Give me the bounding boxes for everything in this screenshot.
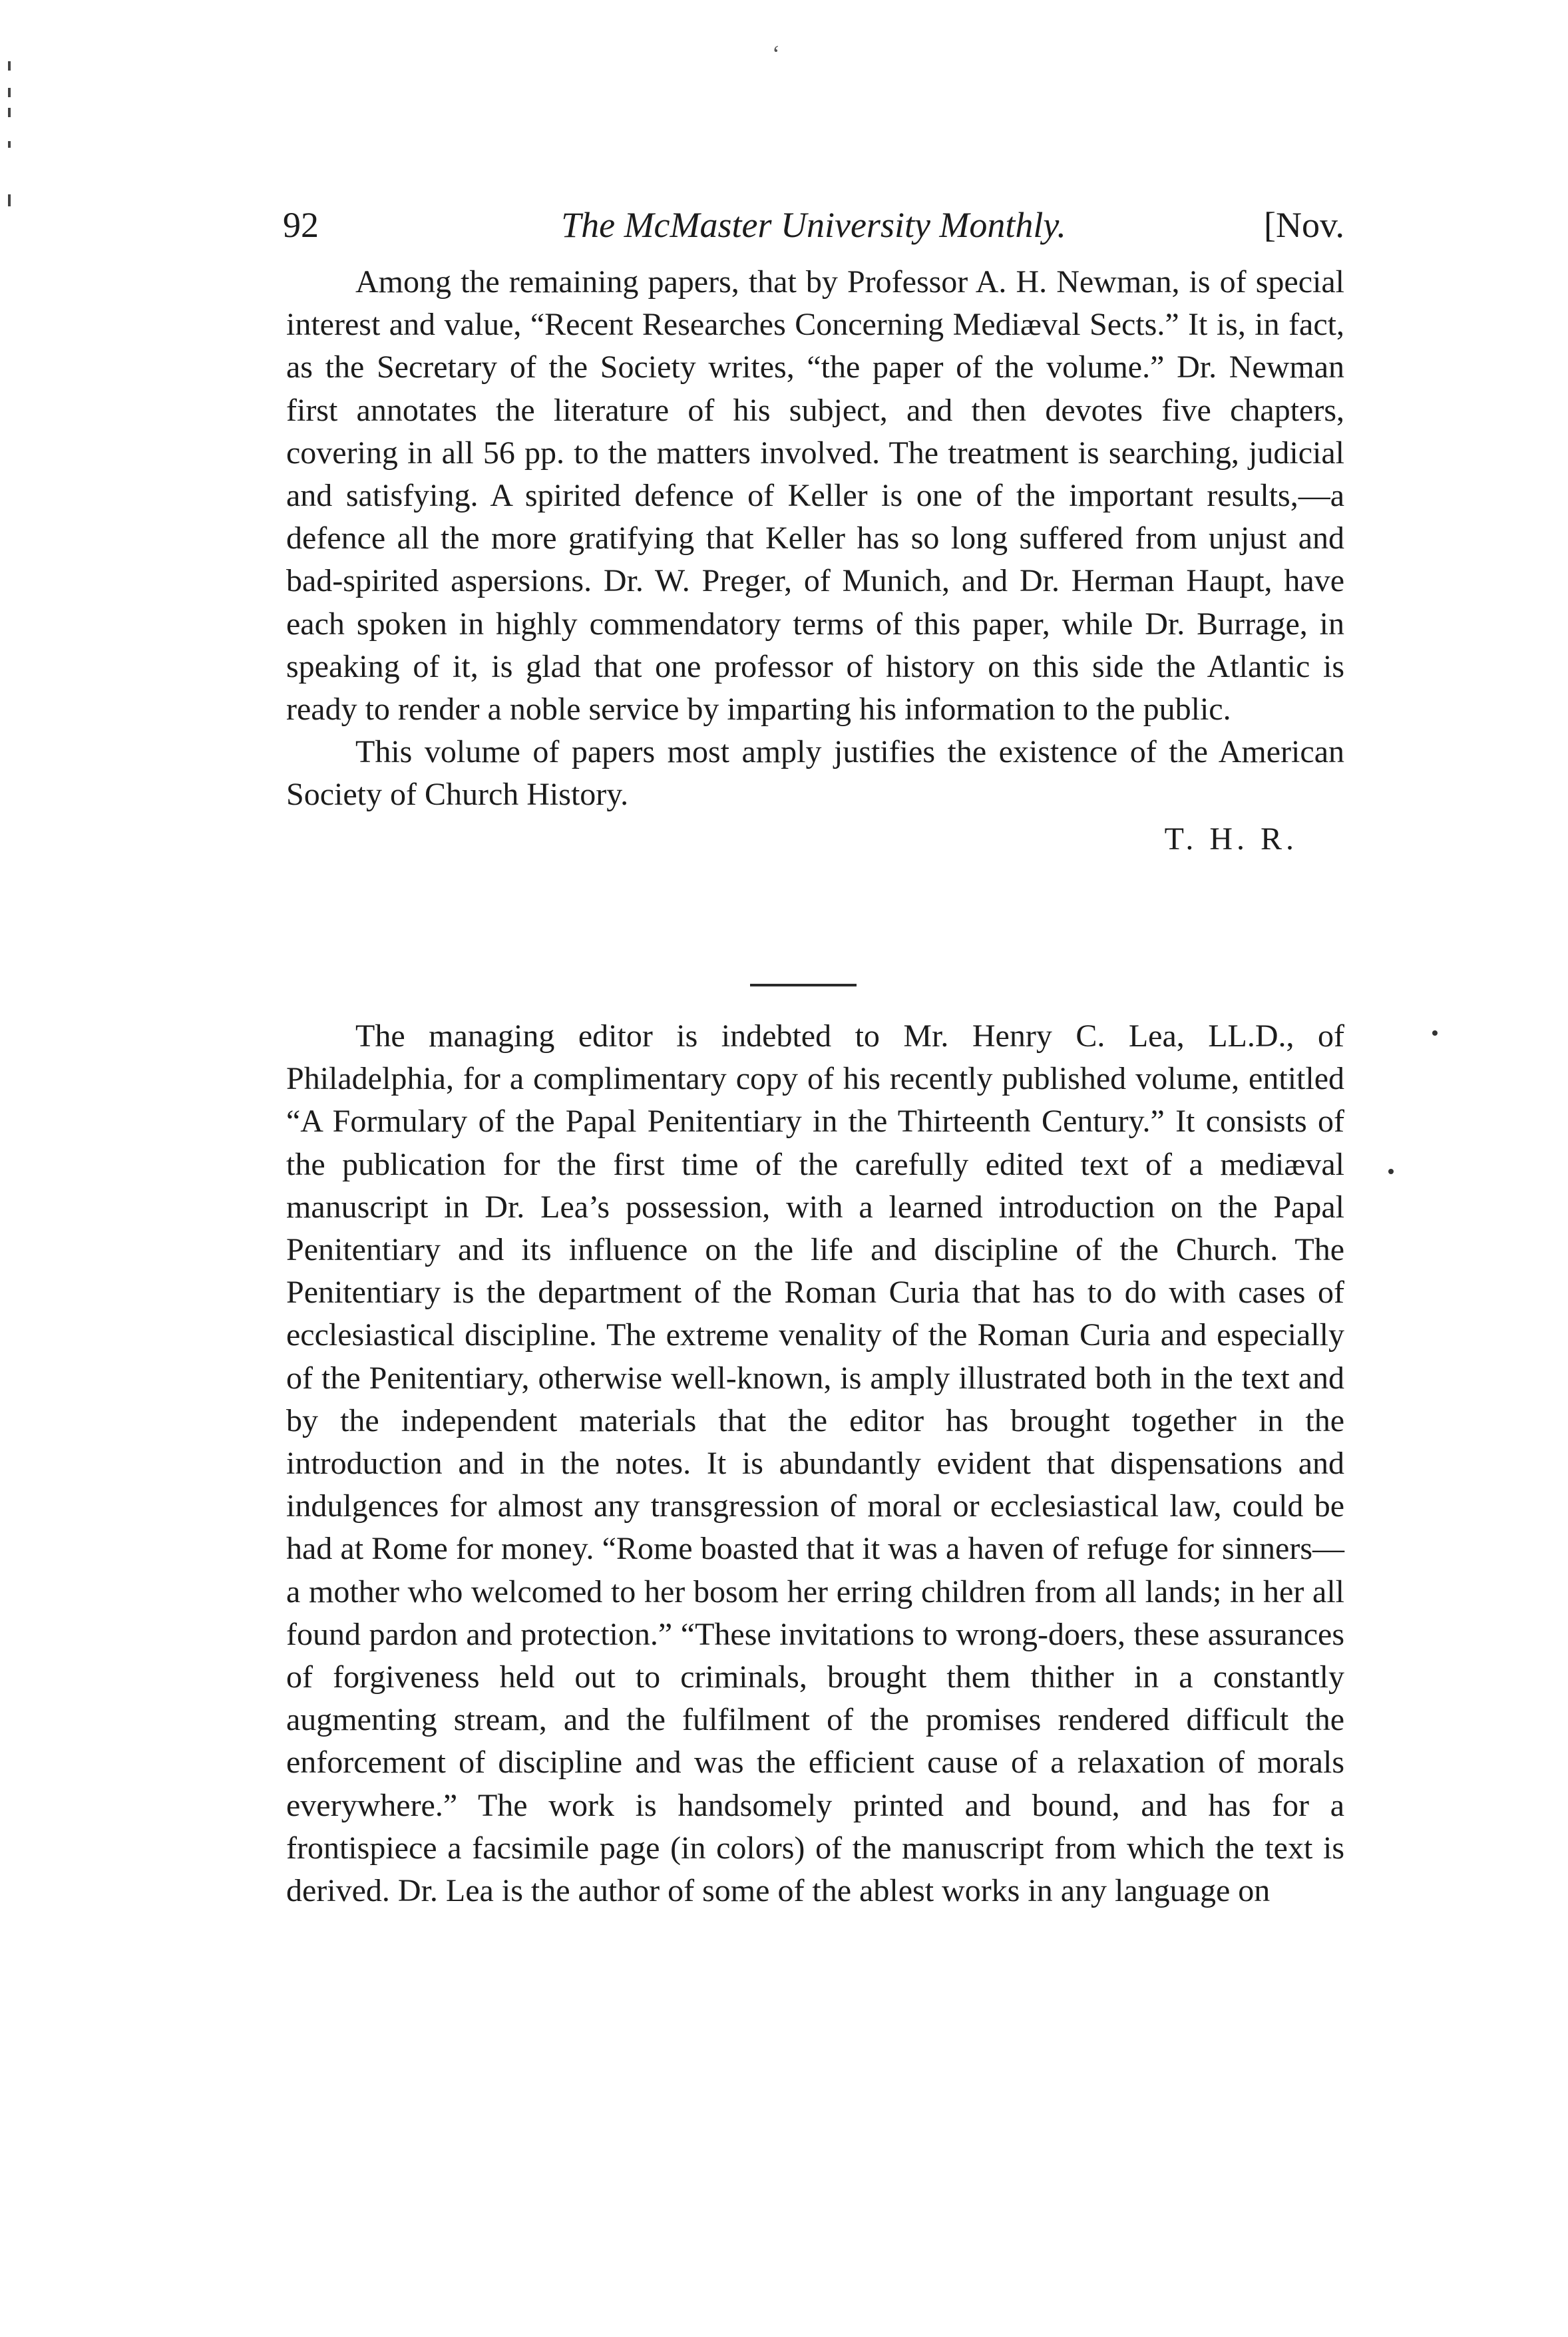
- stray-scan-mark: ‘: [772, 41, 780, 67]
- issue-month: [Nov.: [1264, 205, 1344, 245]
- paragraph: The managing editor is indebted to Mr. Henry C. Lea, LL.D., of Philadelphia, for a complimentary copy of his recently published volume, entitled “A Formulary of the Papal Penitentiary in the Thirteenth Century.” It consists of the publication for the first time of the carefully edited text of a mediæval manuscript in Dr. Lea’s possession, with a learned introduction on the Papal Penitentiary and its influence on the life and discipline of the Church. The Penitentiary is the department of the Roman Curia that has to do with cases of ecclesiastical discipline. The extreme venality of the Roman Curia and especially of the Penitentiary, otherwise well-known, is amply illustrated both in the text and by the independent materials that the editor has brought together in the introduction and in the notes. It is abundantly evident that dispensations and indulgences for almost any transgression of moral or ecclesiastical law, could be had at Rome for money. “Rome boasted that it was a haven of refuge for sinners—a mother who welcomed to her bosom her erring children from all lands; in her all found pardon and protection.” “These invitations to wrong-doers, these assurances of forgiveness held out to criminals, brought them thither in a constantly augmenting stream, and the fulfilment of the promises rendered difficult the enforcement of discipline and was the efficient cause of a relaxation of morals everywhere.” The work is handsomely printed and bound, and has for a frontispiece a facsimile page (in colors) of the manuscript from which the text is derived. Dr. Lea is the author of some of the ablest works in any language on: [286, 1018, 1344, 1909]
- scan-speck: [1432, 1030, 1438, 1036]
- review-article-newman: [286, 261, 1344, 861]
- author-signature: T. H. R.: [1164, 821, 1298, 857]
- scan-speck: [1388, 1169, 1394, 1174]
- journal-title: The McMaster University Monthly.: [561, 205, 1066, 245]
- margin-scan-marks: [4, 61, 20, 221]
- running-header: [283, 198, 1344, 252]
- review-article-lea: [286, 1015, 1344, 1912]
- paragraph: Among the remaining papers, that by Professor A. H. Newman, is of special interest and value, “Recent Researches Concerning Mediæval Sects.” It is, in fact, as the Secretary of the Society writes, “the paper of the volume.” Dr. Newman first annotates the literature of his subject, and then devotes five chapters, covering in all 56 pp. to the matters involved. The treatment is searching, judicial and satisfying. A spirited defence of Keller is one of the important results,—a defence all the more gratifying that Keller has so long suffered from unjust and bad-spirited aspersions. Dr. W. Preger, of Munich, and Dr. Herman Haupt, have each spoken in highly commendatory terms of this paper, while Dr. Burrage, in speaking of it, is glad that one professor of history on this side the Atlantic is ready to render a noble service by imparting his information to the public.: [286, 264, 1344, 728]
- page-number: 92: [283, 205, 319, 245]
- section-divider: [750, 984, 857, 986]
- paragraph: This volume of papers most amply justifies the existence of the American Society of Church History.: [286, 734, 1344, 813]
